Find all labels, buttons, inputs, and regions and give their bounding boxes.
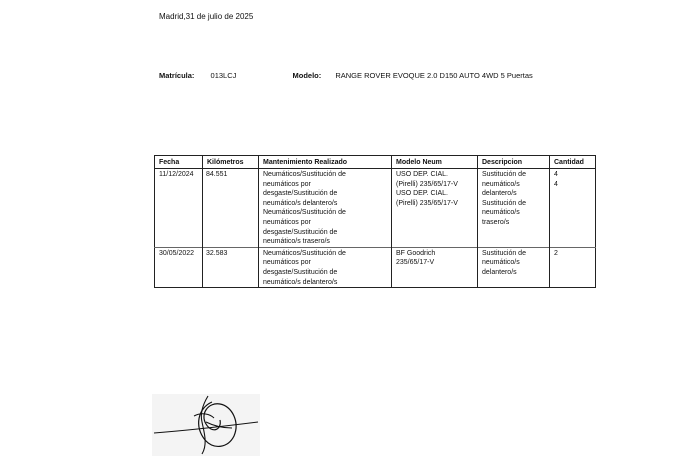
cell-line: USO DEP. CIAL. — [396, 171, 449, 178]
maintenance-table — [154, 155, 596, 288]
cell-line: 4 — [554, 171, 558, 178]
cell-line: BF Goodrich — [396, 249, 436, 257]
cell-line: delantero/s — [482, 268, 517, 276]
model-value: RANGE ROVER EVOQUE 2.0 D150 AUTO 4WD 5 Puertas — [335, 71, 533, 80]
model-label: Modelo: — [292, 71, 322, 80]
header-fecha: Fecha — [155, 156, 203, 169]
cell-line: delantero/s — [482, 190, 517, 198]
cell-line: neumático/s — [482, 209, 520, 217]
cell-line: neumático/s delantero/s — [263, 199, 338, 207]
cell-modelo — [392, 169, 478, 248]
cell-line: neumático/s — [482, 180, 520, 188]
plate-value: 013LCJ — [210, 71, 237, 80]
cell-line: 4 — [554, 180, 558, 188]
header-mantenimiento: Mantenimiento Realizado — [259, 156, 392, 169]
header-cantidad: Cantidad — [550, 156, 596, 169]
cell-line: neumático/s — [482, 259, 520, 267]
cell-km: 32.583 — [203, 247, 259, 287]
cell-line: (Pirelli) 235/65/17-V — [396, 180, 458, 188]
cell-km: 84.551 — [203, 169, 259, 248]
document-date: Madrid,31 de julio de 2025 — [159, 12, 254, 21]
cell-descripcion — [478, 247, 550, 287]
table-row — [155, 169, 596, 248]
cell-line: (Pirelli) 235/65/17-V — [396, 199, 458, 207]
plate-label: Matrícula: — [159, 71, 195, 80]
cell-line: desgaste/Sustitución de — [263, 190, 338, 198]
cell-line: neumático/s delantero/s — [263, 278, 338, 286]
cell-line: Sustitución de — [482, 249, 526, 257]
cell-fecha: 30/05/2022 — [155, 247, 203, 287]
cell-line: Sustitución de — [482, 171, 526, 178]
cell-line: USO DEP. CIAL. — [396, 190, 449, 198]
cell-line: neumáticos por — [263, 259, 311, 267]
cell-line: neumáticos por — [263, 180, 311, 188]
cell-line: 2 — [554, 249, 558, 257]
cell-cantidad — [550, 247, 596, 287]
cell-mantenimiento — [259, 247, 392, 287]
table-header-row — [155, 156, 596, 169]
table-row — [155, 247, 596, 287]
cell-line: 235/65/17-V — [396, 259, 435, 267]
cell-line: neumáticos por — [263, 218, 311, 226]
cell-line: desgaste/Sustitución de — [263, 228, 338, 236]
cell-line: trasero/s — [482, 218, 510, 226]
header-descripcion: Descripcion — [478, 156, 550, 169]
header-kilometros: Kilómetros — [203, 156, 259, 169]
cell-line: Sustitución de — [482, 199, 526, 207]
cell-descripcion — [478, 169, 550, 248]
cell-line: Neumáticos/Sustitución de — [263, 171, 346, 178]
cell-line: Neumáticos/Sustitución de — [263, 249, 346, 257]
cell-line: Neumáticos/Sustitución de — [263, 209, 346, 217]
cell-cantidad — [550, 169, 596, 248]
handwritten-signature — [150, 392, 262, 458]
cell-fecha: 11/12/2024 — [159, 171, 194, 178]
header-modelo-neum: Modelo Neum — [392, 156, 478, 169]
cell-line: desgaste/Sustitución de — [263, 268, 338, 276]
vehicle-info — [159, 71, 533, 80]
cell-modelo — [392, 247, 478, 287]
cell-mantenimiento — [259, 169, 392, 248]
cell-line: neumático/s trasero/s — [263, 238, 330, 246]
